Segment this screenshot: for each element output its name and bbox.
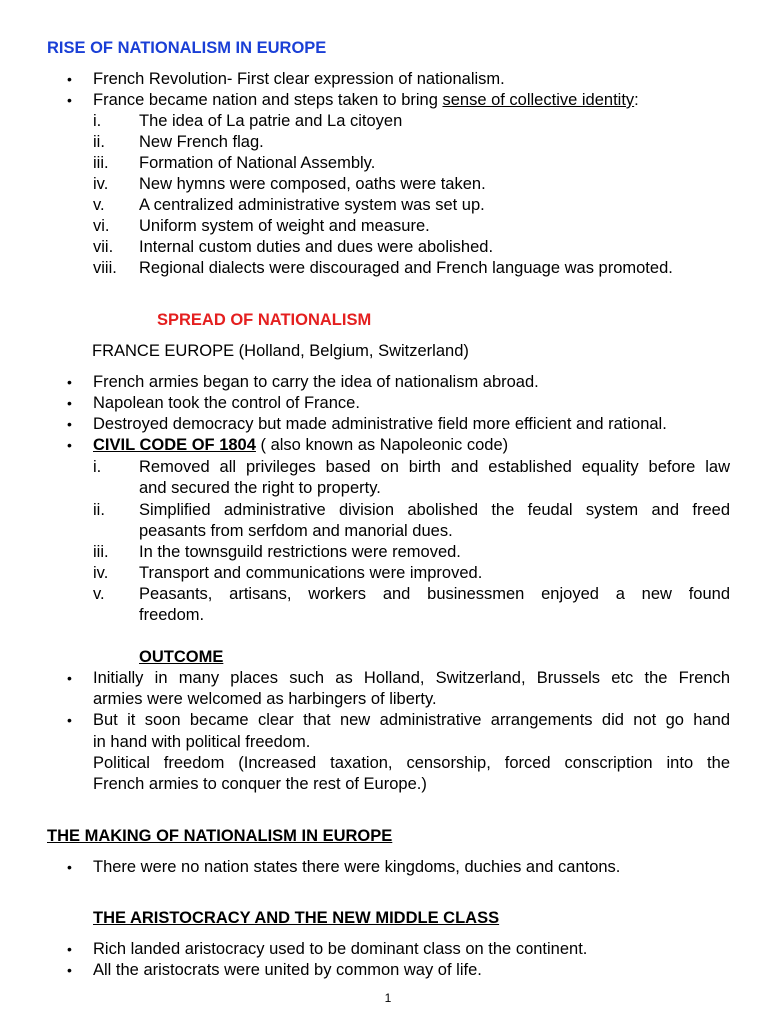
spread-bullet: French armies began to carry the idea of nationalism abroad. xyxy=(93,373,539,391)
bullet-icon: • xyxy=(67,416,72,432)
civil-list-num: ii. xyxy=(93,501,105,519)
bullet-icon: • xyxy=(67,859,72,875)
civil-list-num: v. xyxy=(93,585,105,603)
heading-rise-of-nationalism: RISE OF NATIONALISM IN EUROPE xyxy=(47,39,327,57)
bullet-icon: • xyxy=(67,374,72,390)
rise-list-item: New French flag. xyxy=(139,133,264,151)
outcome-bullet-1: Initially in many places such as Holland, Switzerland, Brussels etc the French xyxy=(93,669,730,687)
bullet-icon: • xyxy=(67,962,72,978)
rise-list-num: v. xyxy=(93,196,105,214)
civil-list-item-cont: and secured the right to property. xyxy=(139,479,381,497)
rise-list-item: Uniform system of weight and measure. xyxy=(139,217,430,235)
heading-spread-of-nationalism: SPREAD OF NATIONALISM xyxy=(157,311,372,329)
page-number: 1 xyxy=(384,991,392,1005)
heading-outcome: OUTCOME xyxy=(139,648,224,666)
civil-code-title: CIVIL CODE OF 1804 xyxy=(93,436,256,454)
civil-list-item-cont: peasants from serfdom and manorial dues. xyxy=(139,522,453,540)
aristocracy-bullet: Rich landed aristocracy used to be dominant class on the continent. xyxy=(93,940,588,958)
collective-identity-underlined: sense of collective identity xyxy=(442,91,635,109)
civil-list-item: Peasants, artisans, workers and businessmen enjoyed a new found xyxy=(139,585,730,603)
civil-list-num: iv. xyxy=(93,564,109,582)
rise-list-num: vii. xyxy=(93,238,114,256)
civil-list-item: Removed all privileges based on birth and established equality before law xyxy=(139,458,730,476)
rise-list-item: Regional dialects were discouraged and French language was promoted. xyxy=(139,259,673,277)
rise-list-num: vi. xyxy=(93,217,110,235)
rise-bullet-1: French Revolution- First clear expression of nationalism. xyxy=(93,70,505,88)
rise-list-num: iv. xyxy=(93,175,109,193)
rise-list-item: Formation of National Assembly. xyxy=(139,154,376,172)
rise-bullet-2: France became nation and steps taken to bring sense of collective identity: xyxy=(93,91,639,109)
rise-list-num: viii. xyxy=(93,259,117,277)
making-bullet: There were no nation states there were kingdoms, duchies and cantons. xyxy=(93,858,621,876)
bullet-icon: • xyxy=(67,941,72,957)
rise-list-num: ii. xyxy=(93,133,105,151)
civil-list-num: i. xyxy=(93,458,102,476)
rise-list-num: iii. xyxy=(93,154,109,172)
outcome-bullet-1-cont: armies were welcomed as harbingers of liberty. xyxy=(93,690,437,708)
heading-making-of-nationalism: THE MAKING OF NATIONALISM IN EUROPE xyxy=(47,827,393,845)
civil-list-item: In the townsguild restrictions were removed. xyxy=(139,543,461,561)
civil-list-item: Transport and communications were improved. xyxy=(139,564,483,582)
bullet-icon: • xyxy=(67,437,72,453)
spread-bullet: Destroyed democracy but made administrative field more efficient and rational. xyxy=(93,415,667,433)
france-europe-line: FRANCE EUROPE (Holland, Belgium, Switzerland) xyxy=(92,342,469,360)
bullet-icon: • xyxy=(67,92,72,108)
rise-list-item: Internal custom duties and dues were abolished. xyxy=(139,238,494,256)
civil-list-item: Simplified administrative division abolished the feudal system and freed xyxy=(139,501,730,519)
outcome-bullet-2: But it soon became clear that new administrative arrangements did not go hand xyxy=(93,711,730,729)
spread-bullet: Napolean took the control of France. xyxy=(93,394,360,412)
rise-list-item: A centralized administrative system was set up. xyxy=(139,196,485,214)
civil-code-line: CIVIL CODE OF 1804 ( also known as Napoleonic code) xyxy=(93,436,509,454)
civil-list-item-cont: freedom. xyxy=(139,606,205,624)
rise-list-item: The idea of La patrie and La citoyen xyxy=(139,112,403,130)
bullet-icon: • xyxy=(67,712,72,728)
political-freedom-text: Political freedom (Increased taxation, censorship, forced conscription into the xyxy=(93,754,730,772)
civil-list-num: iii. xyxy=(93,543,109,561)
heading-aristocracy: THE ARISTOCRACY AND THE NEW MIDDLE CLASS xyxy=(93,909,500,927)
outcome-bullet-2-cont: in hand with political freedom. xyxy=(93,733,311,751)
bullet-icon: • xyxy=(67,71,72,87)
political-freedom-cont: French armies to conquer the rest of Europe.) xyxy=(93,775,427,793)
bullet-icon: • xyxy=(67,670,72,686)
rise-list-num: i. xyxy=(93,112,102,130)
rise-list-item: New hymns were composed, oaths were taken. xyxy=(139,175,486,193)
aristocracy-bullet: All the aristocrats were united by common way of life. xyxy=(93,961,482,979)
bullet-icon: • xyxy=(67,395,72,411)
